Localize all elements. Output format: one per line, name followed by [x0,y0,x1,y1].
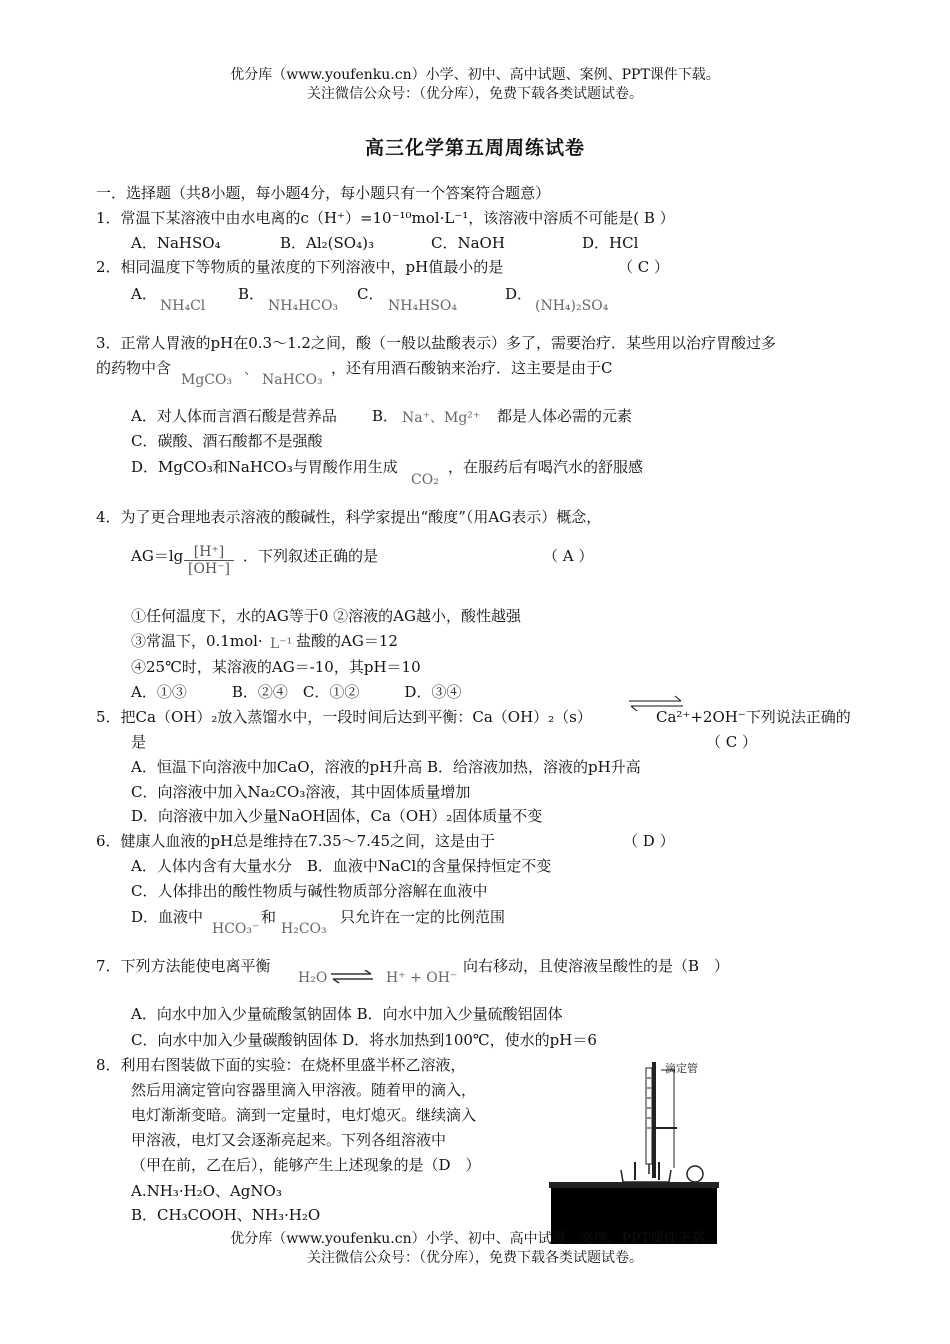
q3-option-c: C．碳酸、酒石酸都不是强酸 [131,432,323,450]
q6-stem: 6．健康人血液的pH总是维持在7.35～7.45之间，这是由于 [96,832,496,850]
q7-eq-right: H⁺ + OH⁻ [386,970,458,986]
q4-options: A．①③ B．②④ C．①② D．③④ [131,683,462,701]
q2-label-d: D． [505,285,533,303]
q8-line-4: 甲溶液，电灯又会逐渐亮起来。下列各组溶液中 [131,1131,447,1149]
q6-answer: （ D ） [623,832,675,850]
q3-separator: 、 [244,362,258,378]
site-footer-line-1: 优分库（www.youfenku.cn）小学、初中、高中试题、案例、PPT课件下载。 [230,1231,720,1247]
q4-numerator: [H⁺] [184,544,234,561]
q2-formula-d: (NH₄)₂SO₄ [535,298,609,314]
q8-option-b: B．CH₃COOH、NH₃·H₂O [131,1206,321,1224]
q2-label-c: C． [357,285,384,303]
q2-formula-c: NH₄HSO₄ [388,298,457,314]
q3-formula-co2: CO₂ [411,472,439,488]
q4-ag-label: AG＝lg [131,547,184,565]
q1-option-d: D．HCl [582,234,639,252]
q4-statement-3-start: ③常温下，0.1mol· [131,632,263,650]
q1-option-b: B．Al₂(SO₄)₃ [280,234,374,252]
q8-line-1: 8．利用右图装做下面的实验：在烧杯里盛半杯乙溶液， [96,1056,466,1074]
q3-formula-mgco3: MgCO₃ [181,372,233,388]
q6-option-a-b: A．人体内含有大量水分 B．血液中NaCl的含量保持恒定不变 [131,857,552,875]
q3-option-d-end: ，在服药后有喝汽水的舒服感 [448,458,644,476]
q4-answer: （ A ） [543,547,594,565]
q3-line-1: 3．正常人胃液的pH在0.3～1.2之间，酸（一般以盐酸表示）多了，需要治疗．某些用以治疗胃酸过多 [96,334,776,352]
q7-stem-end: 向右移动，且使溶液呈酸性的是（B ） [463,957,730,975]
q2-label-b: B． [238,285,265,303]
q4-statement-1-2: ①任何温度下，水的AG等于0 ②溶液的AG越小，酸性越强 [131,607,521,625]
q7-eq-left: H₂O [298,970,328,986]
site-header-line-1: 优分库（www.youfenku.cn）小学、初中、高中试题、案例、PPT课件下载。 [230,67,720,83]
q5-answer: （ C ） [706,733,758,751]
q6-option-c: C．人体排出的酸性物质与碱性物质部分溶解在血液中 [131,882,488,900]
q4-statement-4: ④25℃时，某溶液的AG＝-10，其pH＝10 [131,658,421,676]
q2-answer: （ C ） [618,258,670,276]
q6-option-d-start: D．血液中 [131,908,204,926]
q2-label-a: A． [131,285,157,303]
q6-option-d-end: 只允许在一定的比例范围 [340,908,506,926]
q1-stem: 1．常温下某溶液中由水电离的c（H⁺）=10⁻¹⁰mol·L⁻¹，该溶液中溶质不可能是( B ） [96,209,675,227]
q4-stem-end: ．下列叙述正确的是 [243,547,379,565]
q5-line-2: 是 [131,733,147,751]
q2-stem: 2．相同温度下等物质的量浓度的下列溶液中，pH值最小的是 [96,258,504,276]
q3-option-a: A．对人体而言酒石酸是营养品 [131,407,337,425]
q7-option-a-b: A．向水中加入少量硫酸氢钠固体 B．向水中加入少量硫酸铝固体 [131,1005,563,1023]
section-heading: 一．选择题（共8小题，每小题4分，每小题只有一个答案符合题意） [96,184,551,202]
q5-option-c: C．向溶液中加入Na₂CO₃溶液，其中固体质量增加 [131,783,471,801]
q4-fraction [184,544,234,577]
reversible-arrow-icon [329,970,375,984]
q2-formula-b: NH₄HCO₃ [268,298,339,314]
q6-formula-h2co3: H₂CO₃ [281,921,327,937]
q8-line-5: （甲在前，乙在后），能够产生上述现象的是（D ） [131,1156,481,1174]
q6-option-d-mid: 和 [261,908,277,926]
page-title: 高三化学第五周周练试卷 [364,137,585,159]
q3-ions: Na⁺、Mg²⁺ [402,410,481,426]
q5-option-a-b: A．恒温下向溶液中加CaO，溶液的pH升高 B．给溶液加热，溶液的pH升高 [131,758,641,776]
q8-option-a: A.NH₃·H₂O、AgNO₃ [131,1182,282,1200]
q4-line-1: 4．为了更合理地表示溶液的酸碱性，科学家提出“酸度”（用AG表示）概念， [96,508,602,526]
q3-line-2-start: 的药物中含 [96,359,172,377]
q3-option-b-label: B． [372,407,399,425]
q8-line-2: 然后用滴定管向容器里滴入甲溶液。随着甲的滴入， [131,1081,477,1099]
q2-formula-a: NH₄Cl [160,298,206,314]
q6-formula-hco3: HCO₃⁻ [212,921,260,937]
q1-option-a: A．NaHSO₄ [131,234,221,252]
burette-label: 滴定管 [665,1062,698,1075]
q5-option-d: D．向溶液中加入少量NaOH固体，Ca（OH）₂固体质量不变 [131,807,543,825]
q7-stem-start: 7．下列方法能使电离平衡 [96,957,271,975]
q3-line-2-end: ，还有用酒石酸钠来治疗．这主要是由于C [331,359,613,377]
q3-formula-nahco3: NaHCO₃ [262,372,323,388]
site-footer-line-2: 关注微信公众号：（优分库），免费下载各类试题试卷。 [307,1250,643,1266]
q1-option-c: C．NaOH [431,234,505,252]
q7-option-c-d: C．向水中加入少量碳酸钠固体 D．将水加热到100℃，使水的pH＝6 [131,1031,597,1049]
site-header-line-2: 关注微信公众号：（优分库），免费下载各类试题试卷。 [307,86,643,102]
q5-line-1-start: 5．把Ca（OH）₂放入蒸馏水中，一段时间后达到平衡：Ca（OH）₂（s） [96,708,592,726]
q3-option-b-text: 都是人体必需的元素 [497,407,633,425]
apparatus-drawing [549,1058,719,1244]
q5-line-1-end: Ca²⁺+2OH⁻下列说法正确的 [656,708,851,726]
titration-apparatus-figure [549,1058,719,1244]
q3-option-d-start: D．MgCO₃和NaHCO₃与胃酸作用生成 [131,458,398,476]
q8-line-3: 电灯渐渐变暗。滴到一定量时，电灯熄灭。继续滴入 [131,1106,477,1124]
q4-denominator: [OH⁻] [188,561,230,577]
q4-statement-3-end: 盐酸的AG＝12 [296,632,398,650]
q4-unit: L⁻¹ [270,636,293,652]
